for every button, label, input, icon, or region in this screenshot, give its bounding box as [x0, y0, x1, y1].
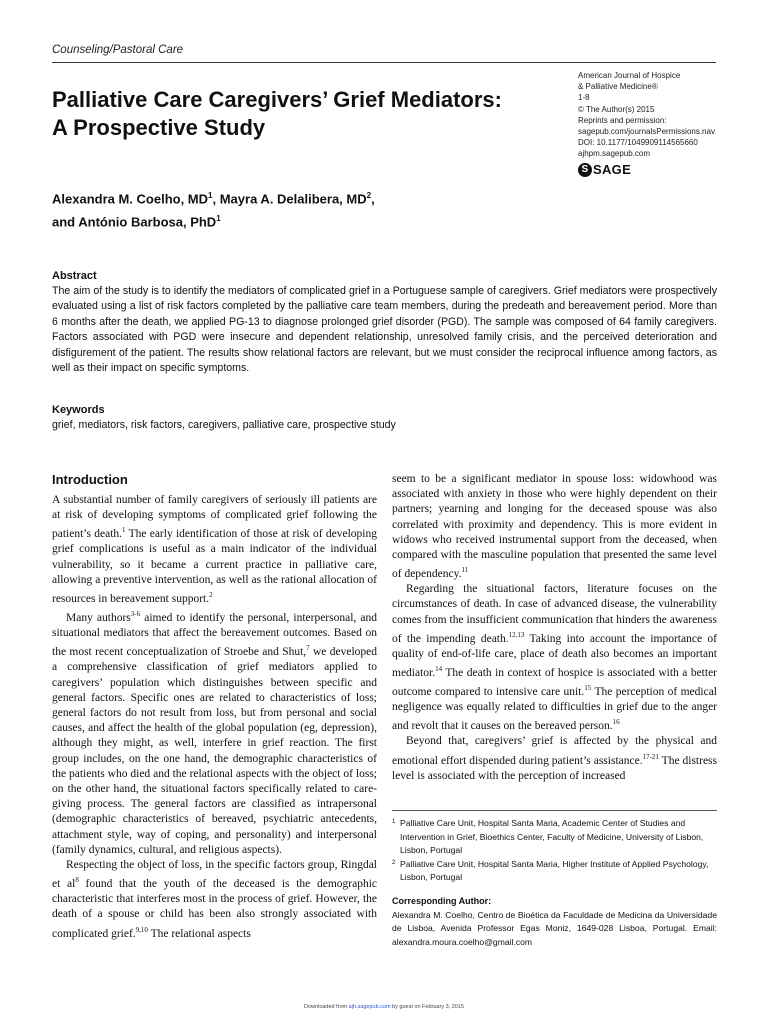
author-separator: , — [212, 191, 220, 207]
author-name: Alexandra M. Coelho, MD — [52, 191, 209, 207]
author-separator: , — [371, 191, 375, 207]
affiliation-mark: 1 — [208, 191, 213, 200]
body-column-right — [392, 472, 717, 784]
citation: 2 — [209, 591, 213, 600]
journal-line: DOI: 10.1177/1049909114565660 — [578, 138, 698, 148]
citation: 15 — [584, 684, 592, 693]
footer-link[interactable]: ajh.sagepub.com — [348, 1004, 391, 1010]
abstract-heading: Abstract — [52, 270, 97, 282]
author-name: and António Barbosa, PhD — [52, 214, 217, 230]
citation: 12,13 — [508, 630, 525, 639]
introduction-heading: Introduction — [52, 472, 128, 487]
affiliation-item — [392, 817, 717, 858]
journal-line: 1-8 — [578, 93, 590, 103]
title-line: Palliative Care Caregivers’ Grief Mediators: — [52, 87, 502, 112]
article-title — [52, 86, 542, 142]
citation: 11 — [461, 566, 469, 575]
corresponding-author-text: Alexandra M. Coelho, Centro de Bioética da Faculdade de Medicina da Universidade de Lisboa, Avenida Professor Egas Moniz, 1649-028 Lisboa, Portugal. Email: alexandra.moura.coelho@gmail.com — [392, 909, 717, 947]
citation: 16 — [612, 718, 620, 727]
affiliation-number: 1 — [392, 819, 396, 825]
body-column-left — [52, 493, 377, 942]
corresponding-author-heading: Corresponding Author: — [392, 895, 492, 906]
paragraph: Many authors$^{3-6}$ aimed to identify the personal, interpersonal, and situational mediators that affect the bereavement outcomes. Based on the most recent conceptualization of Stroebe and Shut,$^7$ we developed a comprehensive classification of grief mediators applied to caregivers’ population which distinguishes between specific and general factors. Specific ones are related to characteristics of loss; general factors do not result from loss, but from personal and social causes, and affect the health of the global population (eg, depression), although they might, as well, interfere in grief reaction. The first group includes, on the one hand, the demographic characteristics of the patients who died and the relational aspects with the object of loss; on the other hand, the situational factors specifically related to care-giving process. The general factors are classified as intrapersonal (demographic characteristics of bereaved, psychiatric antecedents, attachment style, way of coping, and personality) and interpersonal (family dynamics, cultural, and religious aspects). — [52, 610, 377, 856]
affiliation-item — [392, 858, 717, 885]
affiliation-mark: 2 — [366, 191, 372, 200]
journal-line: sagepub.com/journalsPermissions.nav — [578, 127, 715, 137]
paragraph: A substantial number of family caregivers of seriously ill patients are at risk of developing symptoms of complicated grief following the patient’s death.$^1$ The early identification of those at risk of developing grief complications is useful as a main indicator of the individual vulnerability, so it became a current practice in palliative care, allowing a preventive intervention, as well as the rational allocation of resources in bereavement support.$^2$ — [52, 494, 377, 605]
citation: 3-6 — [130, 610, 141, 619]
author-list — [52, 186, 512, 233]
keywords-heading: Keywords — [52, 404, 105, 416]
journal-line: © The Author(s) 2015 — [578, 104, 655, 114]
affiliation-number: 2 — [392, 859, 396, 866]
affiliations — [392, 817, 717, 949]
paragraph: seem to be a significant mediator in spouse loss: widowhood was associated with anxiety in those who were highly dependent on their partners; yearning and longing for the deceased spouse was also correlated with proximity and dependency. This is more evident in widows who received instrumental support from the deceased, when compared with the masculine population that presented the same level of dependency.$^{11}$ — [392, 473, 717, 581]
sage-logo — [578, 163, 748, 177]
sage-logo-icon: S — [578, 163, 592, 177]
section-label: Counseling/Pastoral Care — [52, 44, 184, 56]
citation: 8 — [75, 876, 79, 885]
header-rule — [52, 62, 716, 63]
affiliation-mark: 1 — [216, 214, 221, 224]
journal-line: & Palliative Medicine® — [578, 82, 658, 92]
affiliation-text: Palliative Care Unit, Hospital Santa Maria, Higher Institute of Applied Psychology, Lisbon, Portugal — [400, 858, 709, 883]
citation: 7 — [306, 644, 310, 653]
paragraph: Regarding the situational factors, literature focuses on the circumstances of death. In case of advanced disease, the vulnerability comes from the insufficient communication that hinders the awareness of the impending death.$^{12,13}$ Taking into account the importance of quality of end-of-life care, place of death also becomes an important mediator.$^{14}$ The death in context of hospice is associated with a better outcome compared to intensive care unit.$^{15}$ The perception of medical negligence was equally related to difficulties in grief due to the anger and revolt that it causes on the bereaved person.$^{16}$ — [392, 583, 718, 733]
paragraph: Beyond that, caregivers’ grief is affected by the physical and emotional effort dispended during patient’s assistance.$^{17-21}$ The distress level is associated with the perception of increased — [392, 735, 718, 782]
journal-info — [578, 70, 748, 177]
affiliation-text: Palliative Care Unit, Hospital Santa Maria, Academic Center of Studies and Intervention in Grief, Bioethics Center, Faculty of Medicine, University of Lisbon, Lisbon, Portugal — [400, 818, 704, 856]
author-name: Mayra A. Delalibera, MD — [219, 191, 367, 207]
title-line: A Prospective Study — [52, 115, 266, 140]
footnote-rule — [392, 810, 717, 811]
citation: 14 — [435, 665, 443, 674]
keywords-text: grief, mediators, risk factors, caregivers, palliative care, prospective study — [52, 419, 396, 431]
paragraph: Respecting the object of loss, in the specific factors group, Ringdal et $al^8$ found that the youth of the deceased is the demographic characteristic that interferes most in the process of grief. However, the death of a spouse or child has been also strongly associated with complicated grief.$^{9,10}$ The relational aspects — [52, 858, 377, 940]
journal-line: Reprints and permission: — [578, 115, 667, 125]
download-footer: Downloaded from ajh.sagepub.com by guest on February 3, 2015 — [304, 1004, 464, 1010]
citation: 17-21 — [642, 752, 659, 761]
abstract-text: The aim of the study is to identify the mediators of complicated grief in a Portuguese sample of caregivers. Grief mediators were prospectively evaluated using a list of risk factors completed by the palliative care team members, during the predeath and bereavement period. More than 6 months after the death, we applied PG-13 to diagnose prolonged grief disorder (PGD). The sample was composed of 64 family caregivers. Factors associated with PGD were insecure and dependent relationship, unresolved family crisis, and the perceived deterioration and disfigurement of the patient. The results show relational factors are relevant, but we must consider the reciprocal influence among factors, as well as their impact on specific symptoms. — [52, 285, 717, 375]
journal-line: ajhpm.sagepub.com — [578, 149, 651, 159]
journal-line: American Journal of Hospice — [578, 71, 681, 80]
sage-logo-text: SAGE — [593, 162, 632, 178]
citation: 9,10 — [135, 925, 148, 934]
citation: 1 — [122, 526, 126, 535]
